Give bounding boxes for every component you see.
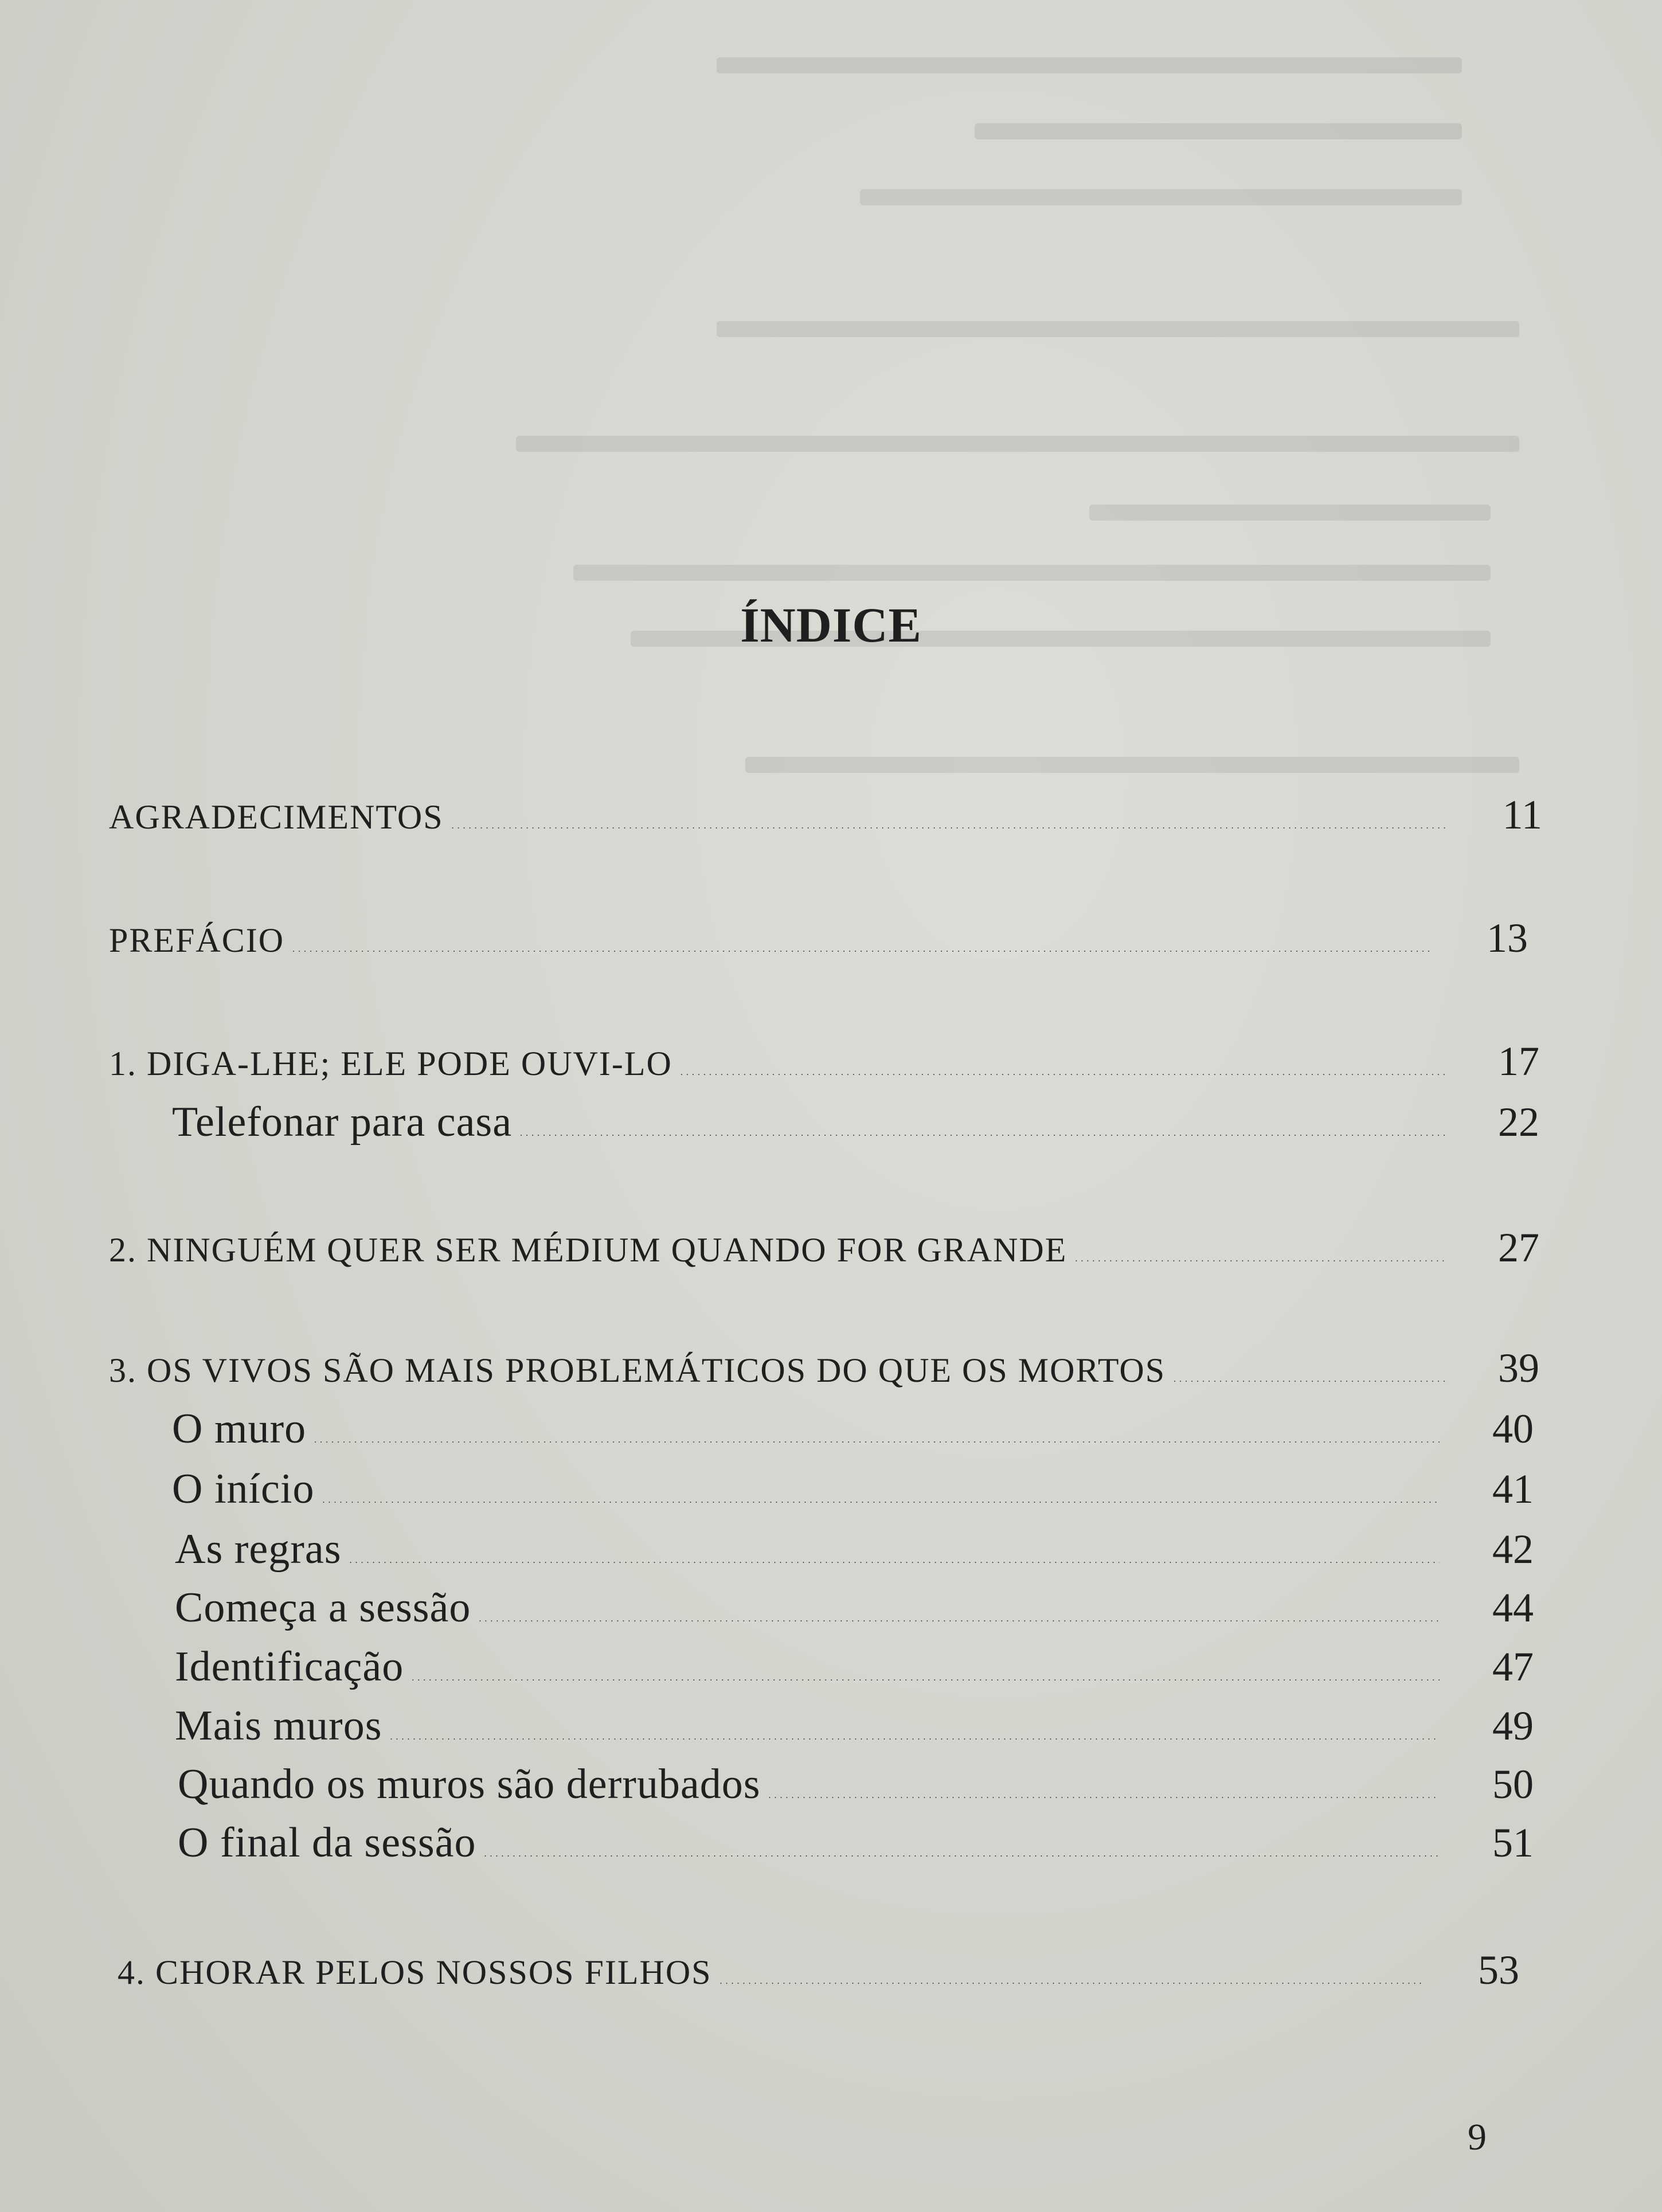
show-through-text (0, 0, 1662, 803)
toc-entry-label: 4. CHORAR PELOS NOSSOS FILHOS (118, 1953, 712, 1991)
toc-entry-page: 41 (1492, 1466, 1534, 1512)
toc-entry-page: 40 (1492, 1406, 1534, 1452)
toc-leader-dots (520, 1128, 1445, 1139)
toc-leader-dots (769, 1791, 1440, 1801)
toc-leader-dots (322, 1495, 1440, 1506)
toc-entry-page: 22 (1498, 1099, 1539, 1145)
toc-entry-prefacio (109, 914, 1528, 962)
toc-leader-dots (350, 1556, 1440, 1566)
toc-entry-o-muro (172, 1405, 1534, 1453)
toc-leader-dots (452, 821, 1448, 831)
toc-entry-page: 13 (1487, 915, 1528, 961)
toc-entry-o-inicio (172, 1465, 1534, 1514)
toc-entry-page: 50 (1492, 1761, 1534, 1807)
toc-entry-chapter-3 (109, 1345, 1539, 1392)
toc-entry-page: 42 (1492, 1526, 1534, 1572)
toc-leader-dots (720, 1976, 1425, 1987)
toc-entry-label: Quando os muros são derrubados (178, 1761, 761, 1808)
toc-leader-dots (412, 1673, 1440, 1683)
page-number: 9 (1468, 2116, 1487, 2158)
toc-entry-page: 39 (1498, 1345, 1539, 1391)
toc-leader-dots (292, 944, 1434, 955)
toc-entry-label: 1. DIGA-LHE; ELE PODE OUVI-LO (109, 1045, 672, 1082)
toc-entry-mais-muros (175, 1702, 1534, 1750)
toc-leader-dots (479, 1614, 1440, 1624)
toc-entry-label: PREFÁCIO (109, 921, 285, 959)
toc-entry-chapter-1 (109, 1038, 1539, 1085)
toc-entry-label: Telefonar para casa (172, 1099, 513, 1146)
toc-entry-chapter-4 (118, 1947, 1519, 1994)
toc-entry-label: Identificação (175, 1643, 404, 1690)
toc-entry-label: 2. NINGUÉM QUER SER MÉDIUM QUANDO FOR GRANDE (109, 1231, 1067, 1269)
toc-leader-dots (1075, 1254, 1445, 1264)
toc-entry-identificacao (175, 1643, 1534, 1691)
toc-entry-page: 47 (1492, 1644, 1534, 1690)
toc-entry-page: 11 (1502, 792, 1542, 838)
toc-leader-dots (1174, 1374, 1445, 1385)
toc-entry-label: As regras (175, 1526, 342, 1573)
toc-entry-label: O final da sessão (178, 1819, 476, 1866)
page-title: ÍNDICE (740, 597, 922, 652)
toc-entry-label: AGRADECIMENTOS (109, 798, 444, 836)
toc-entry-quando-os-muros (178, 1760, 1534, 1809)
toc-entry-page: 27 (1498, 1225, 1539, 1271)
toc-entry-telefonar (172, 1098, 1539, 1147)
toc-entry-comeca-a-sessao (175, 1584, 1534, 1632)
toc-entry-agradecimentos (109, 791, 1542, 839)
toc-entry-page: 17 (1498, 1038, 1539, 1084)
toc-entry-label: O muro (172, 1405, 307, 1452)
toc-entry-as-regras (175, 1525, 1534, 1574)
toc-entry-label: 3. OS VIVOS SÃO MAIS PROBLEMÁTICOS DO QUE OS MORTOS (109, 1351, 1166, 1389)
toc-entry-chapter-2 (109, 1224, 1539, 1272)
toc-entry-label: O início (172, 1465, 315, 1513)
toc-leader-dots (390, 1732, 1440, 1742)
toc-entry-label: Começa a sessão (175, 1584, 471, 1631)
toc-entry-o-final-da-sessao (178, 1819, 1534, 1867)
toc-entry-page: 53 (1478, 1947, 1519, 1993)
toc-entry-page: 51 (1492, 1820, 1534, 1866)
toc-entry-page: 49 (1492, 1703, 1534, 1749)
toc-leader-dots (484, 1849, 1440, 1859)
toc-entry-page: 44 (1492, 1585, 1534, 1631)
toc-entry-label: Mais muros (175, 1702, 382, 1749)
toc-leader-dots (681, 1068, 1445, 1078)
toc-leader-dots (314, 1435, 1440, 1445)
